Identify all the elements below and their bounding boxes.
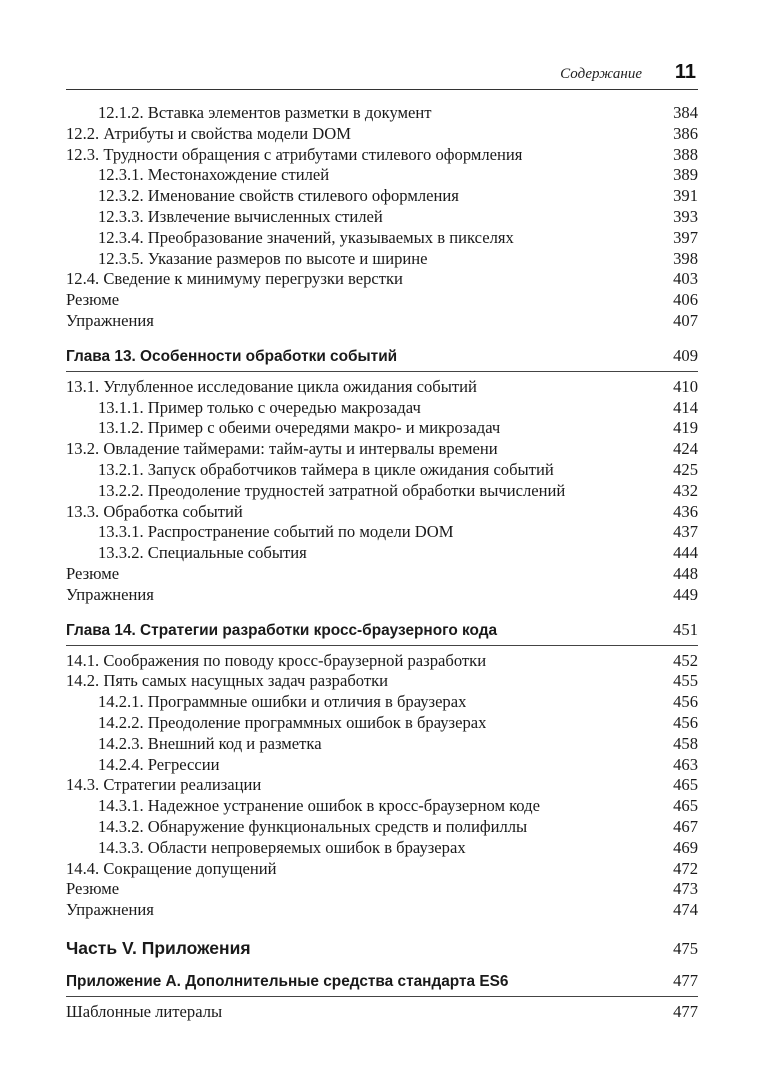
toc-entry-page: 458 <box>673 733 698 753</box>
toc-entry-page: 456 <box>673 712 698 732</box>
toc-entry-title: 13.2. Овладение таймерами: тайм-ауты и интервалы времени <box>66 439 498 459</box>
toc-entry[interactable] <box>66 796 698 817</box>
toc-entry[interactable] <box>66 671 698 692</box>
toc-entry-page: 469 <box>673 837 698 857</box>
toc-entry[interactable] <box>66 817 698 838</box>
toc-entry[interactable] <box>66 165 698 186</box>
toc-entry-title: 12.3.1. Местонахождение стилей <box>98 165 330 185</box>
toc-entry-page: 424 <box>673 439 698 459</box>
toc-entry-page: 463 <box>673 754 698 774</box>
toc-entry-title: 14.2.3. Внешний код и разметка <box>98 733 322 753</box>
toc-entry-title: Резюме <box>66 879 120 899</box>
toc-entry-title: 14.2. Пять самых насущных задач разработки <box>66 671 389 691</box>
toc-entry[interactable] <box>66 124 698 145</box>
toc-entry[interactable] <box>66 439 698 460</box>
toc-entry-page: 456 <box>673 692 698 712</box>
toc-entry-page: 388 <box>673 144 698 164</box>
toc-entry[interactable] <box>66 585 698 606</box>
toc-entry[interactable] <box>66 207 698 228</box>
header-rule <box>66 89 698 90</box>
toc-entry[interactable] <box>66 1002 698 1023</box>
toc-entry[interactable] <box>66 377 698 398</box>
toc-entry-title: 13.3.2. Специальные события <box>98 543 307 563</box>
appendix-a-heading[interactable] <box>66 971 698 997</box>
toc-entry-title: 13.1. Углубленное исследование цикла ожидания событий <box>66 376 477 396</box>
toc-entry[interactable] <box>66 418 698 439</box>
toc-entry-page: 477 <box>673 1001 698 1021</box>
toc-entry-page: 414 <box>673 397 698 417</box>
toc-entry-title: 13.2.2. Преодоление трудностей затратной обработки вычислений <box>98 480 566 500</box>
toc-entry-title: Упражнения <box>66 584 154 604</box>
toc-entry-title: 12.4. Сведение к минимуму перегрузки верстки <box>66 269 403 289</box>
toc-entry[interactable] <box>66 249 698 270</box>
part-title: Часть V. Приложения <box>66 937 251 958</box>
toc-entry-title: 13.3.1. Распространение событий по модели DOM <box>98 522 454 542</box>
chapter-13-heading[interactable] <box>66 346 698 372</box>
toc-entry-page: 467 <box>673 816 698 836</box>
toc-entry-title: 14.3.3. Области непроверяемых ошибок в браузерах <box>98 837 466 857</box>
running-header-title: Содержание <box>560 66 642 82</box>
toc-entry[interactable] <box>66 651 698 672</box>
toc-entry-page: 474 <box>673 900 698 920</box>
toc-entry-title: 14.3.1. Надежное устранение ошибок в кросс-браузерном коде <box>98 796 540 816</box>
toc-entry[interactable] <box>66 713 698 734</box>
toc-entry[interactable] <box>66 398 698 419</box>
toc-entry-title: 13.1.1. Пример только с очередью макрозадач <box>98 397 421 417</box>
toc-entry-page: 425 <box>673 459 698 479</box>
toc-entry[interactable] <box>66 311 698 332</box>
toc-entry-title: Упражнения <box>66 900 154 920</box>
page-header <box>66 60 698 88</box>
toc-entry-page: 398 <box>673 248 698 268</box>
toc-entry-page: 452 <box>673 650 698 670</box>
toc-entry-page: 437 <box>673 522 698 542</box>
toc-entry-title: 14.1. Соображения по поводу кросс-браузерной разработки <box>66 650 487 670</box>
chapter-page: 451 <box>673 619 698 639</box>
toc-entry-title: 13.2.1. Запуск обработчиков таймера в цикле ожидания событий <box>98 459 554 479</box>
toc-entry[interactable] <box>66 755 698 776</box>
toc-entry-title: Упражнения <box>66 310 154 330</box>
toc-entry-page: 407 <box>673 310 698 330</box>
toc-section-ch12-tail <box>66 103 698 332</box>
toc-entry-page: 432 <box>673 480 698 500</box>
toc-entry[interactable] <box>66 734 698 755</box>
toc-entry-title: 12.3.3. Извлечение вычисленных стилей <box>98 206 383 226</box>
toc-entry[interactable] <box>66 502 698 523</box>
toc-entry-page: 391 <box>673 186 698 206</box>
toc-entry-title: 14.3.2. Обнаружение функциональных средств и полифиллы <box>98 816 528 836</box>
toc-entry-title: 13.3. Обработка событий <box>66 501 243 521</box>
toc-entry-page: 389 <box>673 165 698 185</box>
toc-entry-page: 406 <box>673 290 698 310</box>
toc-entry-title: 12.1.2. Вставка элементов разметки в документ <box>98 103 432 122</box>
chapter-title: Глава 14. Стратегии разработки кросс-браузерного кода <box>66 621 498 639</box>
toc-entry-page: 465 <box>673 796 698 816</box>
toc-entry-page: 465 <box>673 775 698 795</box>
toc-entry-page: 472 <box>673 858 698 878</box>
toc-entry-page: 403 <box>673 269 698 289</box>
chapter-title: Глава 13. Особенности обработки событий <box>66 347 398 365</box>
page-number: 11 <box>674 61 696 83</box>
toc-entry[interactable] <box>66 859 698 880</box>
toc-entry-page: 393 <box>673 206 698 226</box>
toc-entry-page: 448 <box>673 563 698 583</box>
toc-entry[interactable] <box>66 186 698 207</box>
toc-entry[interactable] <box>66 290 698 311</box>
toc-entry-title: 12.2. Атрибуты и свойства модели DOM <box>66 123 351 143</box>
toc-section-ch13 <box>66 377 698 606</box>
toc-section-appendix-a <box>66 1002 698 1023</box>
toc-entry-title: 13.1.2. Пример с обеими очередями макро- и микрозадач <box>98 418 501 438</box>
toc-entry-title: 12.3.2. Именование свойств стилевого оформления <box>98 186 459 206</box>
toc-entry-title: 12.3. Трудности обращения с атрибутами стилевого оформления <box>66 144 523 164</box>
toc-entry[interactable] <box>66 522 698 543</box>
toc-entry-title: 12.3.5. Указание размеров по высоте и ширине <box>98 248 428 268</box>
toc-entry-title: 14.4. Сокращение допущений <box>66 858 277 878</box>
appendix-page: 477 <box>673 970 698 990</box>
toc-entry-page: 386 <box>673 123 698 143</box>
toc-entry[interactable] <box>66 543 698 564</box>
toc-entry[interactable] <box>66 564 698 585</box>
toc-entry[interactable] <box>66 228 698 249</box>
toc-entry-title: 14.2.2. Преодоление программных ошибок в браузерах <box>98 712 487 732</box>
part-page: 475 <box>673 938 698 958</box>
toc-entry-title: Резюме <box>66 290 120 310</box>
table-of-contents <box>66 103 698 1023</box>
toc-entry-page: 419 <box>673 418 698 438</box>
toc-entry-page: 455 <box>673 671 698 691</box>
toc-entry[interactable] <box>66 879 698 900</box>
toc-entry-page: 444 <box>673 543 698 563</box>
appendix-title: Приложение А. Дополнительные средства стандарта ES6 <box>66 972 509 990</box>
toc-entry[interactable] <box>66 692 698 713</box>
toc-entry-page: 473 <box>673 879 698 899</box>
toc-entry-title: Резюме <box>66 563 120 583</box>
toc-entry-page: 410 <box>673 376 698 396</box>
toc-entry-title: 14.2.1. Программные ошибки и отличия в браузерах <box>98 692 467 712</box>
toc-entry-page: 449 <box>673 584 698 604</box>
chapter-page: 409 <box>673 345 698 365</box>
toc-entry-page: 397 <box>673 227 698 247</box>
toc-entry[interactable] <box>66 481 698 502</box>
toc-section-ch14 <box>66 651 698 921</box>
toc-entry[interactable] <box>66 269 698 290</box>
toc-entry-title: Шаблонные литералы <box>66 1001 223 1021</box>
toc-entry[interactable] <box>66 460 698 481</box>
toc-entry-title: 14.3. Стратегии реализации <box>66 775 262 795</box>
toc-entry-title: 14.2.4. Регрессии <box>98 754 220 774</box>
chapter-14-heading[interactable] <box>66 620 698 646</box>
toc-entry-page: 384 <box>673 103 698 122</box>
toc-entry[interactable] <box>66 103 698 124</box>
toc-entry[interactable] <box>66 838 698 859</box>
toc-entry[interactable] <box>66 145 698 166</box>
toc-entry-title: 12.3.4. Преобразование значений, указываемых в пикселях <box>98 227 514 247</box>
part-5-heading[interactable] <box>66 935 698 961</box>
toc-entry-page: 436 <box>673 501 698 521</box>
toc-entry[interactable] <box>66 775 698 796</box>
toc-entry[interactable] <box>66 900 698 921</box>
